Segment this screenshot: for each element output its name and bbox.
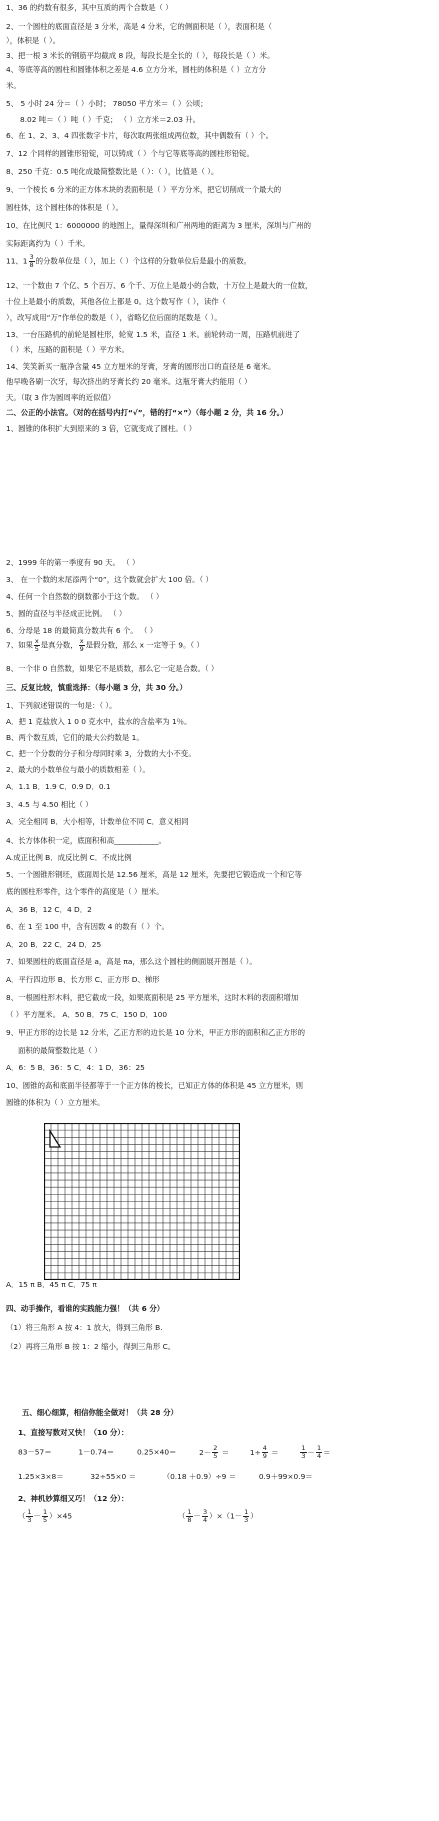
expr-2-fraction-3	[243, 1509, 249, 1524]
expr-2-fraction-2	[202, 1509, 208, 1524]
question-3-5-cont: 底的圆柱形零件，这个零件的高度是（ ）厘米。	[6, 887, 164, 896]
question-1-5: 5、 5 小时 24 分＝（ ）小时； 78050 平方米＝（ ）公顷；	[6, 99, 208, 108]
calc-6-fraction-2	[316, 1445, 322, 1460]
question-2-4: 4、任何一个自然数的倒数都小于这个数。 （ ）	[6, 592, 164, 601]
question-1-11	[6, 254, 251, 269]
section-5-sub-2: 2、神机妙算细又巧！（12 分）：	[18, 1494, 129, 1503]
question-3-9: 9、甲正方形的边长是 12 分米，乙正方形的边长是 10 分米，甲正方形的面积和乙正方形的	[6, 1028, 305, 1037]
question-2-6: 6、分母是 18 的最简真分数共有 6 个。 （ ）	[6, 626, 158, 635]
q2-7-numerator-2: x	[79, 637, 84, 645]
question-1-14: 14、笑笑新买一瓶净含量 45 立方厘米的牙膏，牙膏的圆形出口的直径是 6 毫米。	[6, 362, 276, 371]
calc-6-den-1: 3	[301, 1452, 306, 1460]
calc-5-den: 9	[262, 1452, 267, 1460]
question-1-10-cont: 实际距离约为（ ）千米。	[6, 239, 90, 248]
expr-1-fraction-1	[26, 1509, 32, 1524]
question-3-1: 1、下列叙述错误的一句是：（ ）。	[6, 701, 117, 710]
question-2-8: 8、一个非 0 自然数，如果它不是质数，那么它一定是合数。（ ）	[6, 664, 219, 673]
calc-4-den: 5	[213, 1452, 218, 1460]
calc-4-fraction	[212, 1445, 218, 1460]
expr-2-num-3: 1	[244, 1508, 249, 1516]
expr-2-den-2: 4	[202, 1516, 208, 1524]
section-5-sub-1: 1、直接写数对又快！（10 分）：	[18, 1428, 129, 1437]
expression-2: （ $\frac{1}{8}$ － $\frac{3}{4}$ ）×（1－ $\frac{1}{3}$ ）	[178, 1508, 258, 1524]
question-3-10-cont: 圆锥的体积为（ ）立方厘米。	[6, 1098, 105, 1107]
question-3-9-cont: 面积的最简整数比是（ ）	[18, 1046, 102, 1055]
q2-7-prefix: 7、如果	[6, 640, 33, 650]
expr-1-open: （	[18, 1511, 26, 1521]
q2-7-denominator-1: 5	[34, 645, 39, 653]
calc-4-prefix: 2－	[199, 1447, 212, 1457]
expr-1-num-1: 1	[27, 1508, 32, 1516]
q2-7-fraction-1	[34, 638, 40, 653]
section-5-heading: 五、细心细算，相信你能全做对！（共 28 分）	[22, 1408, 178, 1417]
question-3-7-options: A．平行四边形 B、长方形 C、正方形 D、梯形	[6, 975, 160, 984]
expr-2-fraction-1	[186, 1509, 192, 1524]
calc-6-eq: ＝	[323, 1447, 331, 1457]
calc-4	[199, 1444, 230, 1460]
expression-1	[18, 1509, 72, 1524]
question-3-2: 2、最大的小数单位与最小的质数相差（ ）。	[6, 765, 150, 774]
q2-7-denominator-2: 9	[79, 645, 84, 653]
question-2-5: 5、圆的直径与半径成正比例。 （ ）	[6, 609, 127, 618]
section-2-heading: 二、公正的小法官。（对的在括号内打“√”，错的打“×”）（每小题 2 分，共 16 分。）	[6, 408, 288, 417]
calc-3: 0.25×40＝	[136, 1447, 177, 1457]
question-3-9-options: A．6：5 B．36：5 C．4：1 D．36：25	[6, 1063, 145, 1072]
question-1-2: 2、一个圆柱的底面直径是 3 分米，高是 4 分米，它的侧面积是（ ），表面积是（	[6, 22, 273, 31]
question-1-12-cont2: ），改写成用“万”作单位的数是（ ），省略亿位后面的尾数是（ ）。	[6, 313, 222, 322]
calc-10: 0.9＋99×0.9＝	[258, 1472, 313, 1481]
question-3-4-options: A.成正比例 B．成反比例 C．不成比例	[6, 853, 132, 862]
question-1-13: 13、一台压路机的前轮是圆柱形，轮宽 1.5 米，直径 1 米。前轮转动一周，压路机前进了	[6, 330, 300, 339]
question-1-7: 7、12 个同样的圆锥形铅锭，可以铸成（ ）个与它等底等高的圆柱形铅锭。	[6, 149, 254, 158]
question-3-7: 7、如果圆柱的底面直径是 a，高是 πa，那么这个圆柱的侧面展开图是（ ）。	[6, 957, 257, 966]
question-1-8: 8、250 千克：0.5 吨化成最简整数比是（ ）：（ ），比值是（ ）。	[6, 167, 219, 176]
calc-row-1	[18, 1445, 331, 1460]
calc-row-2	[18, 1472, 313, 1481]
question-3-1-option-b: B、两个数互质，它们的最大公约数是 1。	[6, 733, 144, 742]
question-1-2-cont: ），体积是（ ）。	[6, 36, 61, 45]
question-1-3: 3、把一根 3 米长的钢筋平均截成 8 段，每段长是全长的（ ），每段长是（ ）米。	[6, 51, 275, 60]
question-4-1: （1）将三角形 A 按 4：1 放大，得到三角形 B.	[6, 1323, 163, 1332]
q11-prefix: 11、1	[6, 256, 28, 266]
question-1-14-cont2: 天。（取 3 作为圆周率的近似值）	[6, 393, 116, 402]
expr-1-den-2: 5	[42, 1516, 48, 1524]
question-1-13-cont: （ ）米，压路的面积是（ ）平方米。	[6, 345, 129, 354]
question-2-1: 1、圆锥的体积扩大到原来的 3 倍，它就变成了圆柱。（ ）	[6, 424, 197, 433]
question-1-12: 12、一个数由 7 个亿、5 个百万、6 个千、万位上是最小的合数，十万位上是最大的一位数，	[6, 281, 313, 290]
question-3-6-options: A．20 B．22 C．24 D．25	[6, 940, 102, 949]
calc-4-num: 2	[213, 1444, 218, 1452]
question-3-2-options: A．1.1 B．1.9 C．0.9 D．0.1	[6, 782, 111, 791]
question-3-4: 4、长方体体积一定，底面积和高____________。	[6, 836, 166, 845]
calc-6-den-2: 4	[316, 1452, 322, 1460]
calc-5-fraction	[262, 1445, 268, 1460]
question-1-14-cont: 他早晚各刷一次牙，每次挤出的牙膏长约 20 毫米。这瓶牙膏大约能用（ ）	[6, 377, 252, 386]
expr-2-num-1: 1	[187, 1508, 192, 1516]
question-3-8: 8、一根圆柱形木料，把它截成一段，如果底面积是 25 平方厘米，这时木料的表面积增加	[6, 993, 299, 1002]
section-3-heading: 三、反复比较，慎重选择：（每小题 3 分，共 30 分。）	[6, 683, 187, 692]
calc-7: 1.25×3×8＝	[18, 1472, 64, 1481]
expr-1-num-2: 1	[42, 1508, 48, 1516]
q2-7-numerator-1: x	[34, 637, 39, 645]
expr-1-fraction-2	[42, 1509, 48, 1524]
question-1-9-cont: 圆柱体，这个圆柱体的体积是（ ）。	[6, 203, 123, 212]
question-1-1: 1、36 的约数有很多，其中互质的两个合数是（ ）	[6, 3, 173, 12]
calc-8: 32÷55×0 ＝	[90, 1472, 136, 1481]
section-4-heading: 四、动手操作，看谁的实践能力强！（共 6 分）	[6, 1304, 165, 1313]
question-3-5: 5、一个圆锥形钢坯，底面周长是 12.56 厘米，高是 12 厘米，先要把它锻造成一个和它等	[6, 870, 302, 879]
question-3-8-cont: （ ）平方厘米。 A．50 B．75 C．150 D．100	[6, 1010, 168, 1019]
expr-2-den-1: 8	[187, 1516, 192, 1524]
calc-2: 1－0.74＝	[78, 1447, 115, 1457]
question-3-10-options: A．15 π B．45 π C．75 π	[6, 1280, 97, 1289]
question-3-3-options: A．完全相同 B．大小相等，计数单位不同 C．意义相同	[6, 817, 189, 826]
expr-2-num-2: 3	[202, 1508, 208, 1516]
expr-2-open: （	[178, 1511, 186, 1521]
calc-6-minus: －	[307, 1447, 315, 1457]
triangle-a	[50, 1131, 60, 1147]
q11-fraction	[29, 254, 35, 269]
calc-5-eq: ＝	[271, 1447, 279, 1457]
q11-denominator: 8	[29, 261, 34, 269]
q11-suffix: 的分数单位是（ ），加上（ ）个这样的分数单位后是最小的质数。	[35, 256, 251, 266]
expr-2-close: ）	[250, 1511, 258, 1521]
expr-1-den-1: 3	[27, 1516, 32, 1524]
q2-7-suffix: 是假分数，那么 x 一定等于 9。（ ）	[85, 640, 204, 650]
expr-2-den-3: 3	[244, 1516, 249, 1524]
question-3-5-options: A．36 B．12 C．4 D．2	[6, 905, 92, 914]
question-4-2: （2）再将三角形 B 按 1：2 缩小，得到三角形 C。	[6, 1342, 176, 1351]
question-2-3: 3、 在一个数的末尾添两个“0”，这个数就会扩大 100 倍。（ ）	[6, 575, 213, 584]
expr-1-minus: －	[33, 1511, 41, 1521]
q11-numerator: 3	[29, 253, 34, 261]
calc-6-fraction-1	[300, 1445, 306, 1460]
question-3-1-option-a: A．把 1 克盐放入 1 0 0 克水中，盐水的含盐率为 1％。	[6, 717, 192, 726]
calc-6	[299, 1444, 331, 1460]
calc-5-prefix: 1÷	[249, 1447, 261, 1457]
question-1-4: 4、等底等高的圆柱和圆锥体积之差是 4.6 立方分米，圆柱的体积是（ ）立方分	[6, 65, 267, 74]
q2-7-fraction-2	[79, 638, 85, 653]
calc-6-num-2: 1	[316, 1444, 322, 1452]
question-2-2: 2、1999 年的第一季度有 90 天。 （ ）	[6, 558, 140, 567]
expr-1-close: ）×45	[49, 1511, 73, 1521]
question-1-5-cont: 8.02 吨＝（ ）吨（ ）千克； （ ）立方米＝2.03 升。	[20, 115, 201, 124]
question-3-3: 3、4.5 与 4.50 相比（ ）	[6, 800, 93, 809]
question-3-10: 10、圆锥的高和底面半径都等于一个正方体的棱长，已知正方体的体积是 45 立方厘米，则	[6, 1081, 303, 1090]
calc-1: 83－57＝	[18, 1447, 52, 1457]
question-1-10: 10、在比例尺 1：6000000 的地图上，量得深圳和广州两地的距离为 3 厘米，深圳与广州的	[6, 221, 312, 230]
q2-7-middle: 是真分数，	[40, 640, 78, 650]
question-1-4-cont: 米。	[6, 81, 21, 90]
calc-6-num-1: 1	[301, 1444, 306, 1452]
question-1-6: 6、在 1、2、3、4 四张数字卡片，每次取两张组成两位数，其中偶数有（ ）个。	[6, 131, 274, 140]
question-1-9: 9、一个棱长 6 分米的正方体木块的表面积是（ ）平方分米，把它切削成一个最大的	[6, 185, 282, 194]
question-2-7	[6, 638, 204, 653]
drawing-grid	[44, 1123, 240, 1280]
question-3-6: 6、在 1 至 100 中，含有因数 4 的数有（ ）个。	[6, 922, 169, 931]
question-1-12-cont: 十位上是最小的质数，其他各位上都是 0。这个数写作（ ），读作（	[6, 297, 227, 306]
calc-9: （0.18 ＋0.9）÷9 ＝	[162, 1472, 237, 1481]
calc-5-num: 4	[262, 1444, 267, 1452]
calc-5	[249, 1444, 279, 1460]
calc-4-eq: ＝	[221, 1447, 230, 1457]
question-3-1-option-c: C、把一个分数的分子和分母同时乘 3，分数的大小不变。	[6, 749, 196, 758]
